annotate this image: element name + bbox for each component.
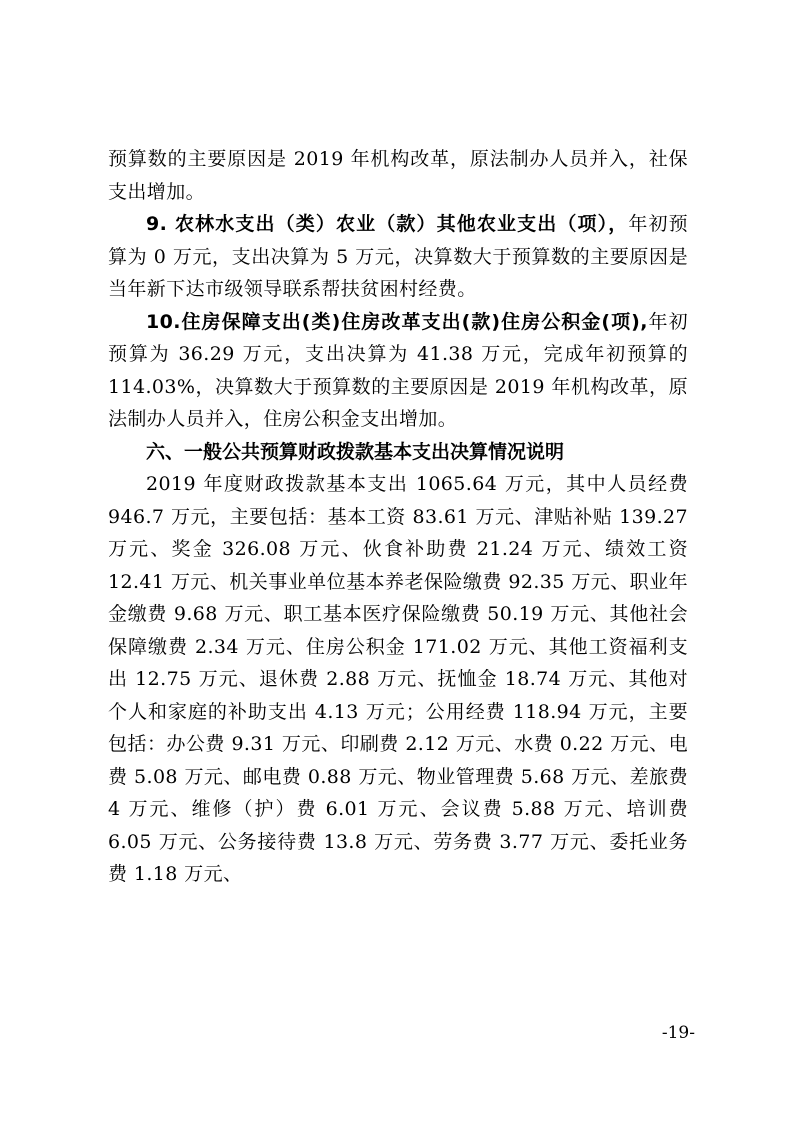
item-10-heading: 10.住房保障支出(类)住房改革支出(款)住房公积金(项), [146,310,648,333]
page-number: -19- [661,1023,695,1043]
paragraph-basic-expenditure: 2019 年度财政拨款基本支出 1065.64 万元，其中人员经费 946.7 万元，主要包括：基本工资 83.61 万元、津贴补贴 139.27 万元、奖金 326.08 万元、伙食补助费 21.24 万元、绩效工资 12.41 万元、机关事业单位基本养老保险缴费 92.35 万元、职业年金缴费 9.68 万元、职工基本医疗保险缴费 50.19 万元、其他社会保障缴费 2.34 万元、住房公积金 171.02 万元、其他工资福利支出 12.75 万元、退休费 2.88 万元、抚恤金 18.74 万元、其他对个人和家庭的补助支出 4.13 万元；公用经费 118.94 万元，主要包括：办公费 9.31 万元、印刷费 2.12 万元、水费 0.22 万元、电费 5.08 万元、邮电费 0.88 万元、物业管理费 5.68 万元、差旅费 4 万元、维修（护）费 6.01 万元、会议费 5.88 万元、培训费 6.05 万元、公务接待费 13.8 万元、劳务费 3.77 万元、委托业务费 1.18 万元、 [108,473,688,885]
paragraph-item-10 [108,306,688,436]
paragraph-item-9 [108,208,688,306]
paragraph-continuation: 预算数的主要原因是 2019 年机构改革，原法制办人员并入，社保支出增加。 [108,148,688,203]
item-10-body: 年初预算为 36.29 万元，支出决算为 41.38 万元，完成年初预算的 114.03%，决算数大于预算数的主要原因是 2019 年机构改革，原法制办人员并入，住房公积金支出增加。 [108,310,688,430]
item-9-body: 年初预算为 0 万元，支出决算为 5 万元，决算数大于预算数的主要原因是当年新下达市级领导联系帮扶贫困村经费。 [108,213,688,300]
document-body [108,143,688,891]
section-heading-6: 六、一般公共预算财政拨款基本支出决算情况说明 [146,440,565,463]
item-9-heading: 9. 农林水支出（类）农业（款）其他农业支出（项）， [146,213,629,235]
